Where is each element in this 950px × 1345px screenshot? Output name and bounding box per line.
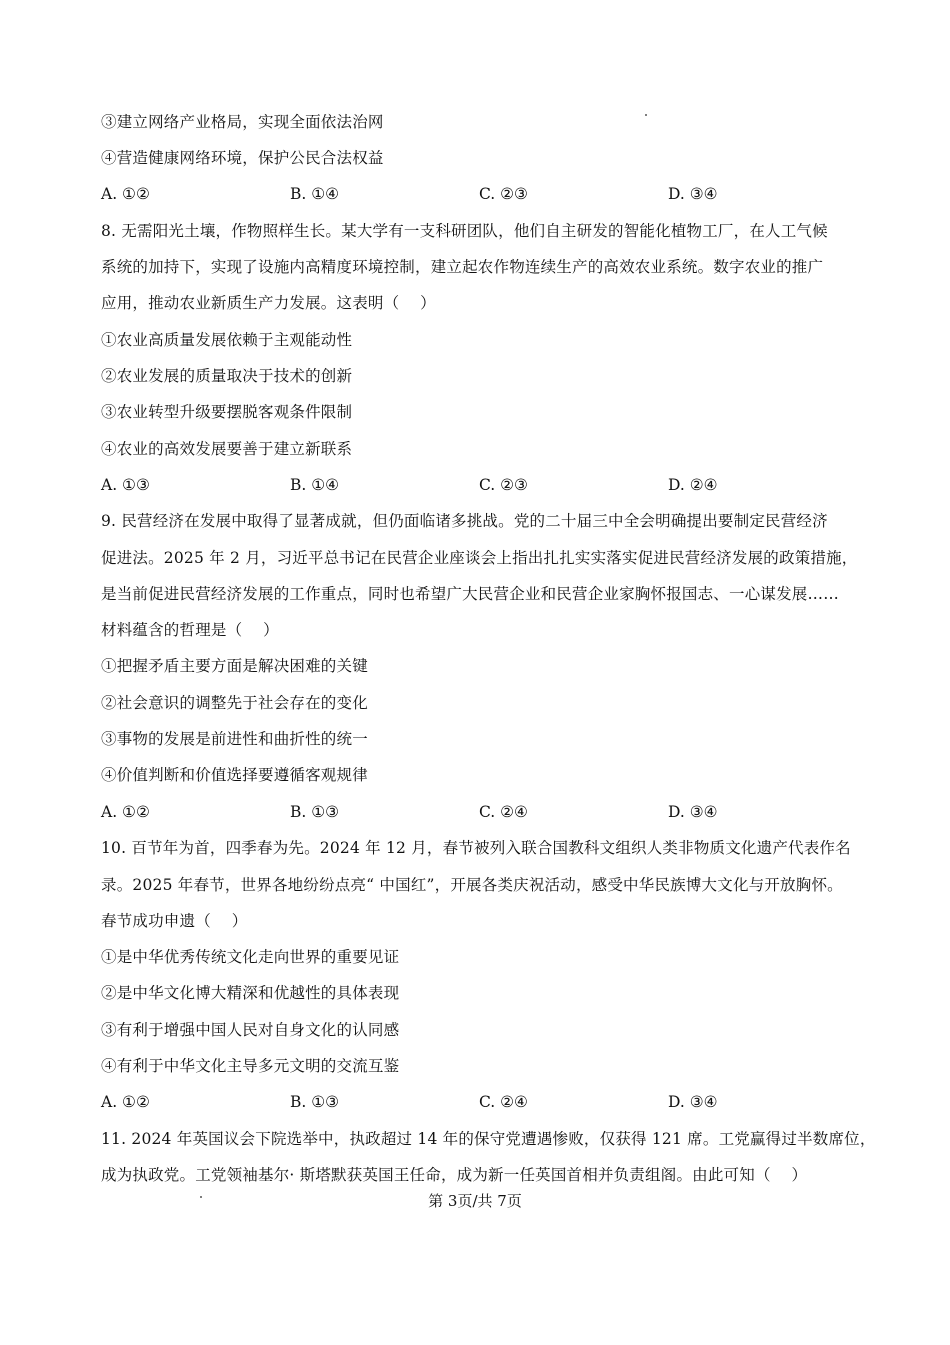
q9-statement-2: ②社会意识的调整先于社会存在的变化 [101, 694, 368, 712]
q9-statement-4: ④价值判断和价值选择要遵循客观规律 [101, 766, 368, 784]
q9-statement-1: ①把握矛盾主要方面是解决困难的关键 [101, 657, 368, 675]
q9-option-c[interactable]: C. ②④ [479, 803, 528, 821]
q9-option-b[interactable]: B. ①③ [290, 803, 340, 821]
q7-option-a[interactable]: A. ①② [101, 185, 150, 203]
q9-stem-line-2: 促进法。2025 年 2 月，习近平总书记在民营企业座谈会上指出扎扎实实落实促进民营经济发展的政策措施， [101, 549, 858, 567]
q9-stem-line-4: 材料蕴含的哲理是（ ） [101, 621, 279, 639]
q10-option-d[interactable]: D. ③④ [668, 1093, 718, 1111]
q8-option-d[interactable]: D. ②④ [668, 476, 718, 494]
page-number: 第 3页/共 7页 [428, 1192, 522, 1210]
q7-option-b[interactable]: B. ①④ [290, 185, 340, 203]
q9-option-a[interactable]: A. ①② [101, 803, 150, 821]
q10-option-b[interactable]: B. ①③ [290, 1093, 340, 1111]
q7-option-c[interactable]: C. ②③ [479, 185, 528, 203]
q10-stem-line-1: 10. 百节年为首，四季春为先。2024 年 12 月，春节被列入联合国教科文组织人类非物质文化遗产代表作名 [101, 839, 851, 857]
q10-stem-line-2: 录。2025 年春节，世界各地纷纷点亮“ 中国红”，开展各类庆祝活动，感受中华民族博大文化与开放胸怀。 [101, 876, 843, 894]
q8-option-b[interactable]: B. ①④ [290, 476, 340, 494]
q9-stem-line-1: 9. 民营经济在发展中取得了显著成就，但仍面临诸多挑战。党的二十届三中全会明确提出要制定民营经济 [101, 512, 828, 530]
q8-statement-4: ④农业的高效发展要善于建立新联系 [101, 440, 353, 458]
q8-stem-line-1: 8. 无需阳光土壤，作物照样生长。某大学有一支科研团队，他们自主研发的智能化植物工厂，在人工气候 [101, 222, 828, 240]
q8-stem-line-3: 应用，推动农业新质生产力发展。这表明（ ） [101, 294, 436, 312]
q7-statement-4: ④营造健康网络环境，保护公民合法权益 [101, 149, 384, 167]
q7-statement-3: ③建立网络产业格局，实现全面依法治网 [101, 113, 384, 131]
q8-stem-line-2: 系统的加持下，实现了设施内高精度环境控制，建立起农作物连续生产的高效农业系统。数字农业的推广 [101, 258, 824, 276]
q8-statement-3: ③农业转型升级要摆脱客观条件限制 [101, 403, 353, 421]
q7-option-d[interactable]: D. ③④ [668, 185, 718, 203]
scan-speck [645, 114, 647, 116]
q9-statement-3: ③事物的发展是前进性和曲折性的统一 [101, 730, 368, 748]
q11-stem-line-2: 成为执政党。工党领袖基尔· 斯塔默获英国王任命，成为新一任英国首相并负责组阁。由此可知（ ） [101, 1166, 808, 1184]
q8-statement-1: ①农业高质量发展依赖于主观能动性 [101, 331, 353, 349]
q10-stem-line-3: 春节成功申遗（ ） [101, 912, 248, 930]
q10-option-a[interactable]: A. ①② [101, 1093, 150, 1111]
q8-option-c[interactable]: C. ②③ [479, 476, 528, 494]
q11-stem-line-1: 11. 2024 年英国议会下院选举中，执政超过 14 年的保守党遭遇惨败，仅获得 121 席。工党赢得过半数席位， [101, 1130, 876, 1148]
q10-statement-4: ④有利于中华文化主导多元文明的交流互鉴 [101, 1057, 400, 1075]
q9-stem-line-3: 是当前促进民营经济发展的工作重点，同时也希望广大民营企业和民营企业家胸怀报国志、一心谋发展…… [101, 585, 839, 603]
q9-option-d[interactable]: D. ③④ [668, 803, 718, 821]
q8-statement-2: ②农业发展的质量取决于技术的创新 [101, 367, 353, 385]
q10-option-c[interactable]: C. ②④ [479, 1093, 528, 1111]
q10-statement-1: ①是中华优秀传统文化走向世界的重要见证 [101, 948, 400, 966]
q10-statement-2: ②是中华文化博大精深和优越性的具体表现 [101, 984, 400, 1002]
q10-statement-3: ③有利于增强中国人民对自身文化的认同感 [101, 1021, 400, 1039]
q8-option-a[interactable]: A. ①③ [101, 476, 150, 494]
